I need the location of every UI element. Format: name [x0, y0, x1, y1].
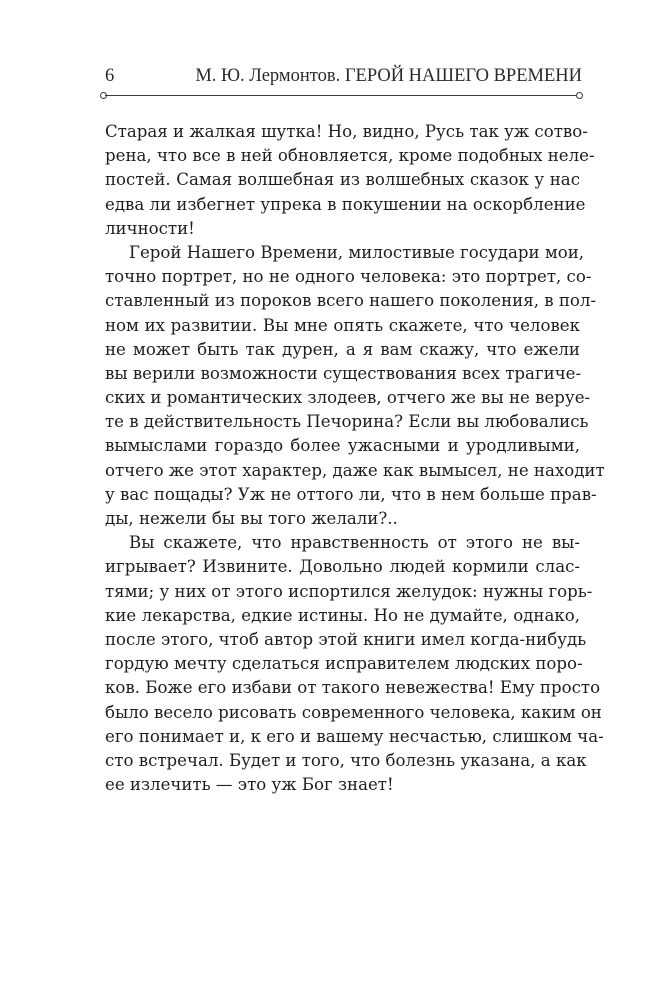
text-line: было весело рисовать современного человека, каким он [105, 702, 602, 722]
text-line: у вас пощады? Уж не оттого ли, что в нем больше прав- [105, 484, 597, 504]
text-line: личности! [105, 218, 195, 238]
text-line: рена, что все в ней обновляется, кроме подобных неле- [105, 146, 595, 166]
text-line: едва ли избегнет упрека в покушении на оскорбление [105, 194, 586, 214]
text-line: постей. Самая волшебная из волшебных сказок у нас [105, 170, 580, 190]
header-rule [101, 92, 582, 100]
text-line: отчего же этот характер, даже как вымысел, не находит [105, 460, 605, 480]
paragraph [105, 531, 604, 797]
text-line: те в действительность Печорина? Если вы любовались [105, 412, 589, 432]
text-line: ских и романтических злодеев, отчего же вы не веруе- [105, 388, 591, 408]
text-line: вымыслами гораздо более ужасными и уродливыми, [105, 436, 580, 456]
text-line: гордую мечту сделаться исправителем людских поро- [105, 654, 583, 674]
text-line: Вы скажете, что нравственность от этого не вы- [129, 533, 580, 553]
running-title: М. Ю. Лермонтов. ГЕРОЙ НАШЕГО ВРЕМЕНИ [195, 66, 582, 86]
text-line: его понимает и, к его и вашему несчастью, слишком ча- [105, 726, 604, 746]
text-line: ды, нежели бы вы того желали?.. [105, 509, 398, 528]
text-line: точно портрет, но не одного человека: это портрет, со- [105, 267, 592, 287]
text-line: тями; у них от этого испортился желудок: нужны горь- [105, 581, 593, 601]
text-line: кие лекарства, едкие истины. Но не думайте, однако, [105, 605, 580, 625]
text-line: не может быть так дурен, а я вам скажу, что ежели [105, 339, 580, 359]
text-line: Старая и жалкая шутка! Но, видно, Русь так уж сотво- [105, 122, 588, 141]
text-line: игрывает? Извините. Довольно людей кормили слас- [105, 557, 580, 577]
rule-end-dot-right [576, 92, 583, 99]
running-header [101, 66, 582, 90]
text-line: сто встречал. Будет и того, что болезнь указана, а как [105, 750, 587, 770]
text-line: ков. Боже его избави от такого невежества! Ему просто [105, 678, 601, 698]
rule-line [105, 95, 578, 96]
text-line: ее излечить — это уж Бог знает! [105, 775, 394, 795]
paragraph [105, 241, 605, 531]
text-line: Герой Нашего Времени, милостивые государи мои, [129, 242, 585, 262]
body-text [105, 120, 605, 797]
text-line: после этого, чтоб автор этой книги имел когда-нибудь [105, 629, 587, 649]
text-line: ном их развитии. Вы мне опять скажете, что человек [105, 315, 580, 335]
text-line: ставленный из пороков всего нашего поколения, в пол- [105, 291, 597, 311]
text-line: вы верили возможности существования всех трагиче- [105, 363, 582, 383]
page-number: 6 [105, 66, 115, 86]
paragraph [105, 120, 595, 241]
